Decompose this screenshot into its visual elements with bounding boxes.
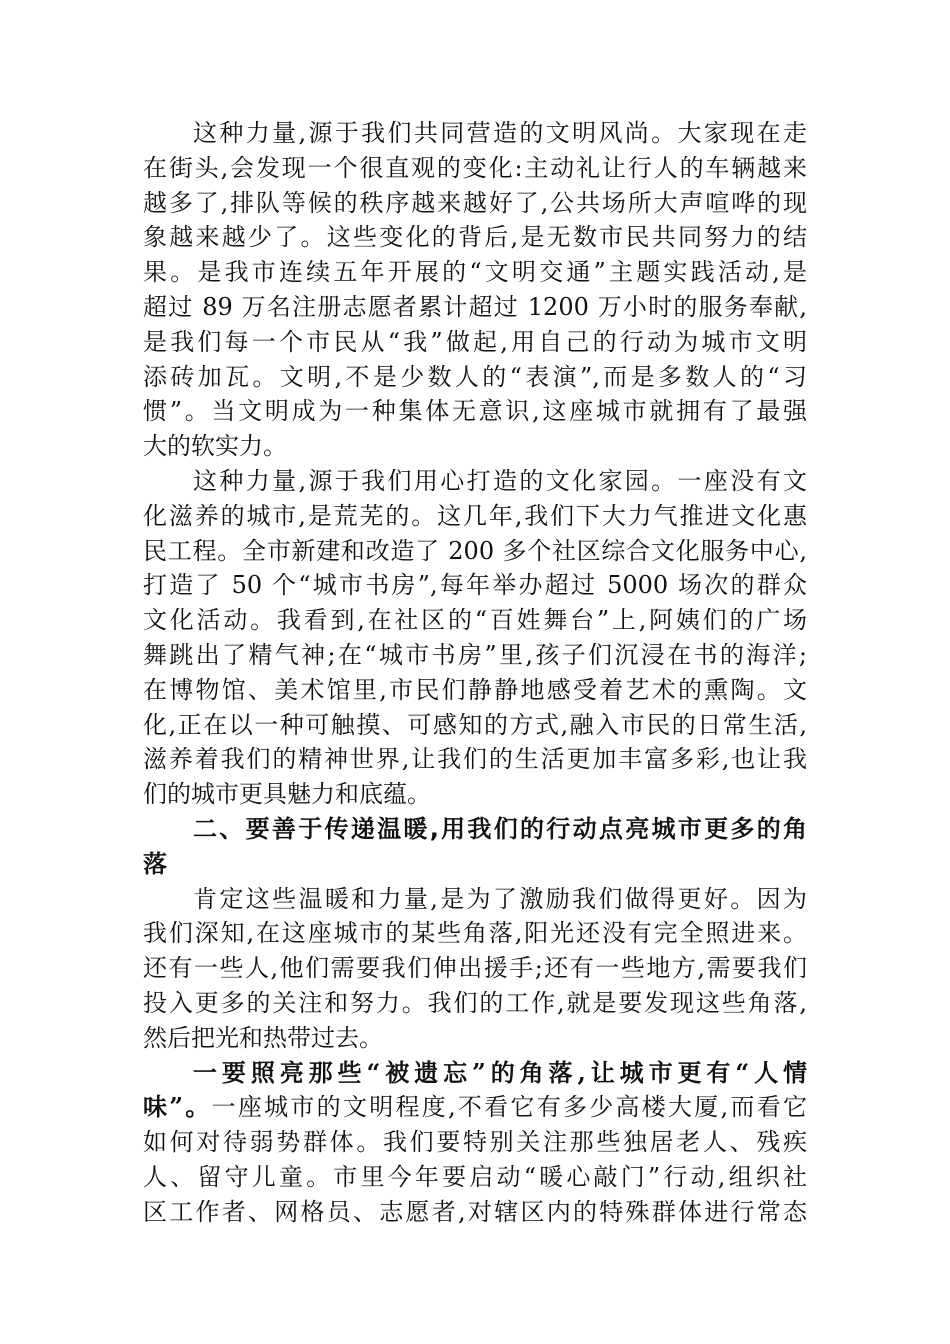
text-line: 添砖加瓦。文明,不是少数人的“表演”,而是多数人的“习 xyxy=(143,362,807,391)
section-heading xyxy=(143,812,807,882)
text-line: 象越来越少了。这些变化的背后,是无数市民共同努力的结 xyxy=(143,223,807,252)
text-line: 民工程。全市新建和改造了 200 多个社区综合文化服务中心, xyxy=(143,536,807,565)
text-line: 果。是我市连续五年开展的“文明交通”主题实践活动,是 xyxy=(143,258,807,287)
text-line: 然后把光和热带过去。 xyxy=(143,1023,383,1052)
text-line xyxy=(143,1056,807,1091)
paragraph xyxy=(143,464,807,812)
text-line: 打造了 50 个“城市书房”,每年举办超过 5000 场次的群众 xyxy=(143,571,807,600)
text-line: 化,正在以一种可触摸、可感知的方式,融入市民的日常生活, xyxy=(143,710,807,739)
text-line: 舞跳出了精气神;在“城市书房”里,孩子们沉浸在书的海洋; xyxy=(143,640,807,669)
text-line: 在街头,会发现一个很直观的变化:主动礼让行人的车辆越来 xyxy=(143,153,807,182)
text-line: 是我们每一个市民从“我”做起,用自己的行动为城市文明 xyxy=(143,327,807,356)
text-line: 文化活动。我看到,在社区的“百姓舞台”上,阿姨们的广场 xyxy=(143,606,807,635)
bold-lead-text: 一要照亮那些“被遗忘”的角落,让城市更有“人情 xyxy=(193,1057,807,1087)
text-line: 滋养着我们的精神世界,让我们的生活更加丰富多彩,也让我 xyxy=(143,745,807,774)
document-page xyxy=(143,116,807,1230)
text-line: 投入更多的关注和努力。我们的工作,就是要发现这些角落, xyxy=(143,988,807,1017)
text-line: 大的软实力。 xyxy=(143,432,287,461)
text-line: 越多了,排队等候的秩序越来越好了,公共场所大声喧哗的现 xyxy=(143,188,807,217)
text-line: 化滋养的城市,是荒芜的。这几年,我们下大力气推进文化惠 xyxy=(143,501,807,530)
text-line xyxy=(143,1090,807,1125)
text-line xyxy=(143,1160,807,1195)
paragraph xyxy=(143,116,807,464)
text-line: 们的城市更具魅力和底蕴。 xyxy=(143,780,431,809)
body-text: 一座城市的文明程度,不看它有多少高楼大厦,而看它 xyxy=(211,1093,807,1122)
text-line: 超过 89 万名注册志愿者累计超过 1200 万小时的服务奉献, xyxy=(143,292,807,321)
text-line: 在博物馆、美术馆里,市民们静静地感受着艺术的熏陶。文 xyxy=(143,675,807,704)
bold-lead-text: 味”。 xyxy=(143,1092,212,1122)
body-text: 人、留守儿童。市里今年要启动“暖心敲门”行动,组织社 xyxy=(143,1162,807,1191)
text-line: 还有一些人,他们需要我们伸出援手;还有一些地方,需要我们 xyxy=(143,954,807,983)
text-line: 这种力量,源于我们用心打造的文化家园。一座没有文 xyxy=(193,466,807,495)
text-line: 我们深知,在这座城市的某些角落,阳光还没有完全照进来。 xyxy=(143,919,807,948)
text-line: 落 xyxy=(143,849,167,878)
paragraph xyxy=(143,1056,807,1230)
text-line: 肯定这些温暖和力量,是为了激励我们做得更好。因为 xyxy=(193,884,807,913)
paragraph xyxy=(143,882,807,1056)
text-line: 惯”。当文明成为一种集体无意识,这座城市就拥有了最强 xyxy=(143,397,807,426)
text-line xyxy=(143,1195,807,1230)
text-line: 这种力量,源于我们共同营造的文明风尚。大家现在走 xyxy=(193,119,807,147)
text-line: 二、要善于传递温暖,用我们的行动点亮城市更多的角 xyxy=(193,814,807,843)
text-line xyxy=(143,1125,807,1160)
body-text: 如何对待弱势群体。我们要特别关注那些独居老人、残疾 xyxy=(143,1128,807,1157)
body-text: 区工作者、网格员、志愿者,对辖区内的特殊群体进行常态 xyxy=(143,1197,807,1226)
